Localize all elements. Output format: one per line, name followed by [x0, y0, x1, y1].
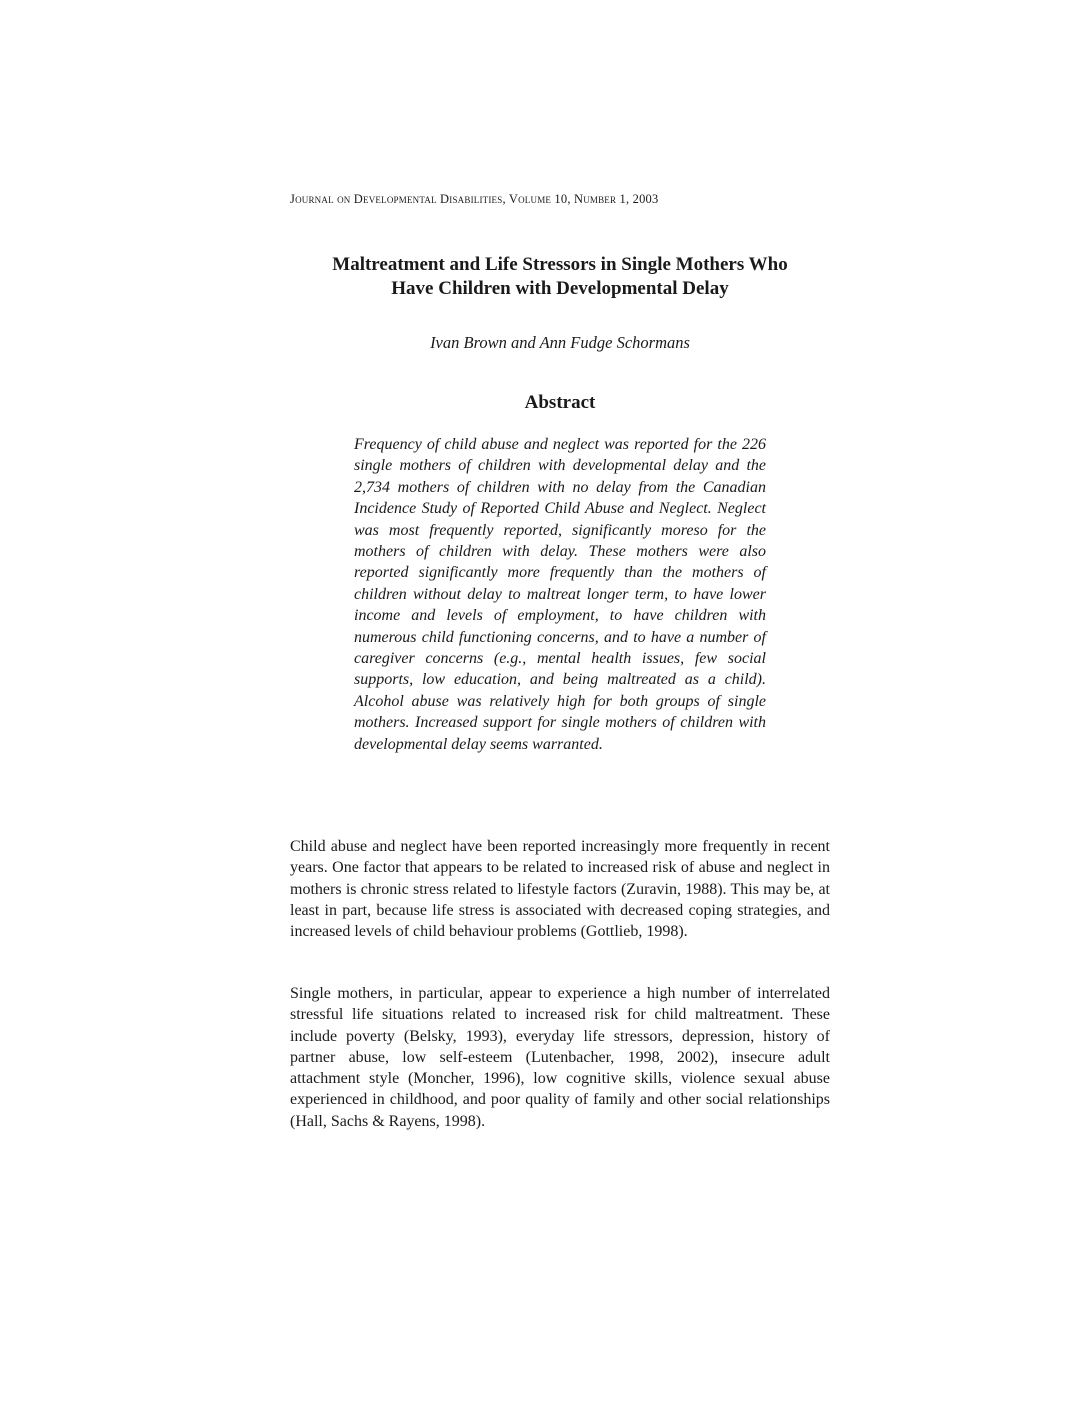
running-header: Journal on Developmental Disabilities, Volume 10, Number 1, 2003 [290, 192, 659, 206]
title-line-1: Maltreatment and Life Stressors in Single Mothers Who [332, 254, 788, 275]
authors: Ivan Brown and Ann Fudge Schormans [430, 333, 690, 352]
body-paragraph: Child abuse and neglect have been reported increasingly more frequently in recent years. One factor that appears to be related to increased risk of abuse and neglect in mothers is chronic stress related to lifestyle factors (Zuravin, 1988). This may be, at least in part, because life stress is associated with decreased coping strategies, and increased levels of child behaviour problems (Gottlieb, 1998). [290, 838, 830, 941]
abstract-heading: Abstract [524, 392, 596, 413]
article-title [270, 253, 850, 301]
abstract-text: Frequency of child abuse and neglect was reported for the 226 single mothers of children with developmental delay and the 2,734 mothers of children with no delay from the Canadian Incidence Study of Reported Child Abuse and Neglect. Neglect was most frequently reported, significantly moreso for the mothers of children with delay. These mothers were also reported significantly more frequently than the mothers of children without delay to maltreat longer term, to have lower income and levels of employment, to have children with numerous child functioning concerns, and to have a number of caregiver concerns (e.g., mental health issues, few social supports, low education, and being maltreated as a child). Alcohol abuse was relatively high for both groups of single mothers. Increased support for single mothers of children with developmental delay seems warranted. [354, 436, 766, 753]
body-paragraph: Single mothers, in particular, appear to experience a high number of interrelated stressful life situations related to increased risk for child maltreatment. These include poverty (Belsky, 1993), everyday life stressors, depression, history of partner abuse, low self-esteem (Lutenbacher, 1998, 2002), insecure adult attachment style (Moncher, 1996), low cognitive skills, violence sexual abuse experienced in childhood, and poor quality of family and other social relationships (Hall, Sachs & Rayens, 1998). [290, 985, 830, 1130]
title-line-2: Have Children with Developmental Delay [391, 278, 729, 299]
